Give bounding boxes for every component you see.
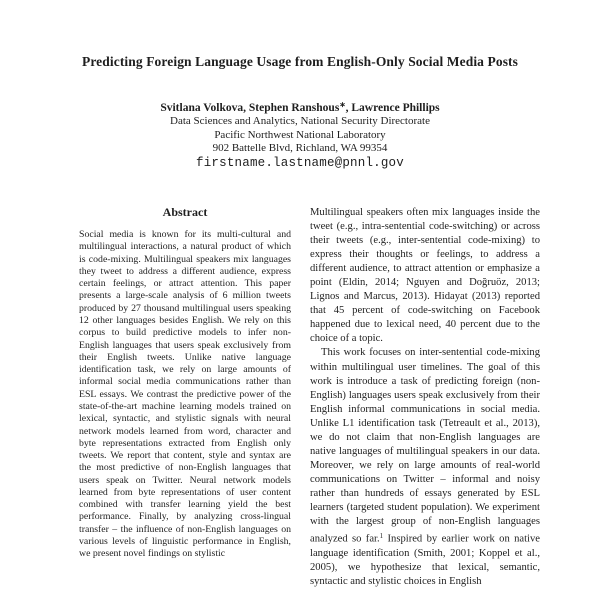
- intro-paragraph-2-text-a: This work focuses on inter-sentential code-mixing within multilingual user timelines. The goal of this work is introduce a task of predicting foreign (non-English) languages users speak exclusively from their English informal communications in social media. Unlike L1 identification task (Tetreault et al., 2013), we do not claim that non-English languages are native languages of multilingual speakers in our data. Moreover, we rely on large amounts of real-world communications on Twitter – informal and noisy rather than hundreds of essays generated by ESL learners (targeted student population). We experiment with the largest group of non-English languages analyzed so far.: [310, 347, 540, 545]
- affiliation-line-department: Data Sciences and Analytics, National Security Directorate: [170, 115, 430, 128]
- affiliation-line-institution: Pacific Northwest National Laboratory: [214, 128, 386, 141]
- paper-title: Predicting Foreign Language Usage from English-Only Social Media Posts: [81, 54, 518, 69]
- email-address: firstname.lastname@pnnl.gov: [196, 155, 404, 170]
- introduction-column: [310, 206, 540, 589]
- author-line: [0, 98, 600, 115]
- author-footnote-mark: ∗: [339, 100, 346, 109]
- intro-paragraph-1: Multilingual speakers often mix languages inside the tweet (e.g., intra-sentential code-switching) or across their tweets (e.g., inter-sentential code-mixing) to express their thoughts or feelings, to address a different audience, to attract attention or emphasize a point (Eldin, 2014; Nguyen and Doğruöz, 2013; Lignos and Marcus, 2013). Hidayat (2013) reported that 45 percent of code-switching on Facebook happened due to lexical need, 40 percent due to the choice of a topic.: [310, 207, 540, 345]
- author-names-part1: Svitlana Volkova, Stephen Ranshous: [160, 102, 340, 114]
- affiliation-line-address: 902 Battelle Blvd, Richland, WA 99354: [212, 142, 388, 155]
- abstract-section: [79, 205, 291, 561]
- footnote-ref-1: 1: [379, 532, 384, 541]
- intro-paragraph-2: [310, 346, 540, 588]
- abstract-body: Social media is known for its multi-cultural and multilingual interactions, a natural product of which is code-mixing. Multilingual speakers mix languages they tweet to address a different audience, express certain feelings, or attract attention. This paper presents a large-scale analysis of 6 million tweets produced by 27 thousand multilingual users speaking 12 other languages besides English. We rely on this corpus to build predictive models to infer non-English languages that users speak exclusively from their English tweets. Unlike native language identification task, we rely on large amounts of informal social media communications rather than ESL essays. We contrast the predictive power of the state-of-the-art machine learning models trained on lexical, syntactic, and stylistic signals with neural network models learned from word, character and byte representations extracted from English only tweets. We report that content, style and syntax are the most predictive of non-English languages that users speak on Twitter. Neural network models learned from byte representations of user content combined with transfer learning yield the best performance. Finally, by analyzing cross-lingual transfer – the influence of non-English languages on various levels of linguistic performance in English, we present novel findings on stylistic: [79, 229, 291, 560]
- author-names-part2: , Lawrence Phillips: [345, 102, 440, 114]
- author-block: [0, 98, 600, 170]
- abstract-heading: Abstract: [162, 205, 208, 219]
- intro-paragraph-2-text-b: Inspired by earlier work on native language identification (Smith, 2001; Koppel et al., 2005), we hypothesize that lexical, semantic, syntactic and stylistic choices in English: [310, 533, 540, 587]
